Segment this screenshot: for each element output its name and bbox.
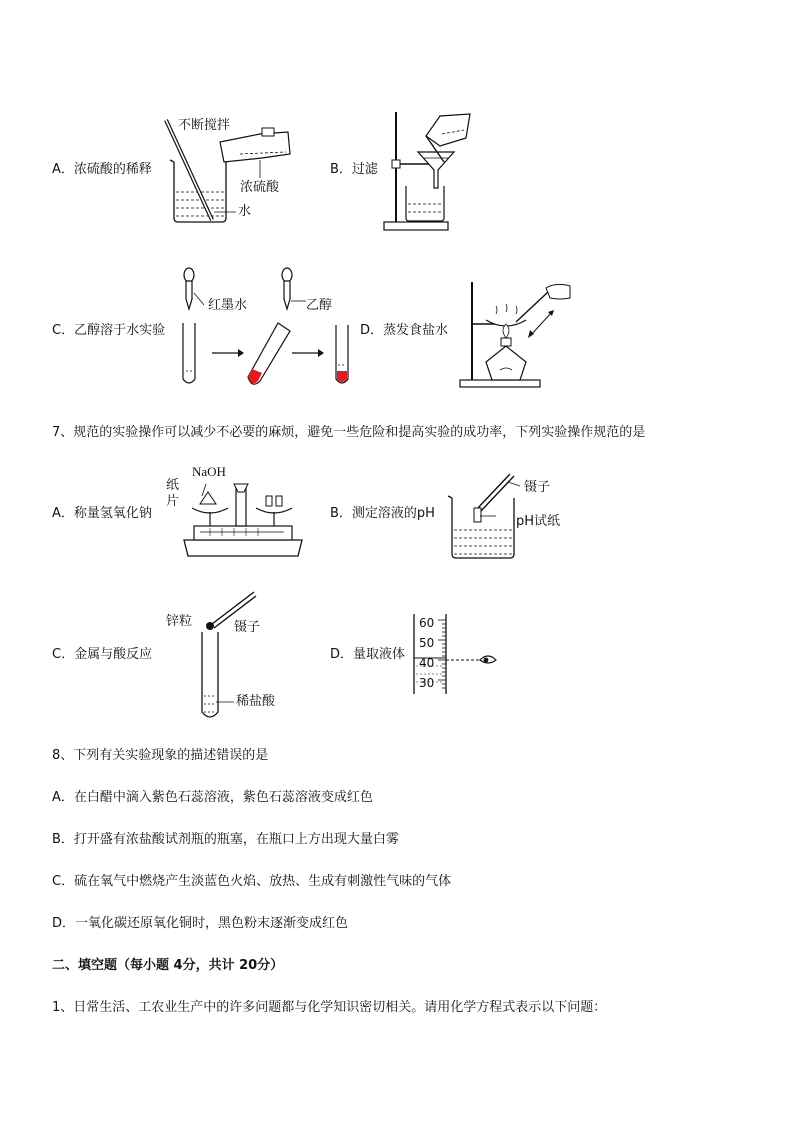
q7-option-d-label: D．量取液体: [330, 647, 406, 662]
tweezers-label-c: 镊子: [234, 620, 261, 635]
ph-paper-label: pH试纸: [516, 514, 561, 529]
q8-option-a: A．在白醋中滴入紫色石蕊溶液，紫色石蕊溶液变成红色: [52, 790, 373, 805]
paper-label-1: 纸: [166, 478, 180, 493]
section2-q1: 1、日常生活、工农业生产中的许多问题都与化学知识密切相关。请用化学方程式表示以下问题：: [52, 1000, 607, 1015]
q8-option-c: C．硫在氧气中燃烧产生淡蓝色火焰、放热、生成有刺激性气味的气体: [52, 874, 452, 889]
q7-option-a-label: A．称量氢氧化钠: [52, 506, 152, 521]
evaporation-figure: [456, 276, 574, 390]
red-ink-label: 红墨水: [208, 298, 248, 313]
stir-label: 不断搅拌: [178, 118, 231, 133]
conc-sulfuric-acid-label: 浓硫酸: [240, 180, 280, 195]
cylinder-tick-30: 30: [419, 676, 435, 690]
q8-stem: 8、下列有关实验现象的描述错误的是: [52, 748, 269, 763]
section-heading: 二、填空题（每小题 4分，共计 20分）: [52, 958, 284, 973]
zinc-label: 锌粒: [166, 614, 193, 629]
q6-option-c-label: C．乙醇溶于水实验: [52, 323, 166, 338]
cylinder-tick-40: 40: [419, 656, 435, 670]
ethanol-water-figure: [172, 265, 362, 391]
ph-test-figure: [444, 470, 524, 562]
cylinder-tick-50: 50: [419, 636, 435, 650]
dilute-hcl-label: 稀盐酸: [236, 694, 276, 709]
tweezers-label-b: 镊子: [524, 480, 551, 495]
water-label: 水: [238, 204, 252, 219]
naoh-label: NaOH: [192, 464, 226, 479]
q7-option-b-label: B．测定溶液的pH: [330, 506, 435, 521]
paper-label-2: 片: [166, 494, 180, 509]
q6-option-a-label: A．浓硫酸的稀释: [52, 162, 152, 177]
filtration-figure: [382, 108, 478, 236]
q6-option-d-label: D．蒸发食盐水: [360, 323, 449, 338]
q6-option-b-label: B．过滤: [330, 162, 378, 177]
q7-stem: 7、规范的实验操作可以减少不必要的麻烦，避免一些危险和提高实验的成功率，下列实验操作规范的是: [52, 425, 646, 440]
q7-option-c-label: C．金属与酸反应: [52, 647, 153, 662]
q8-option-d: D．一氧化碳还原氧化铜时，黑色粉末逐渐变成红色: [52, 916, 349, 931]
ethanol-label: 乙醇: [306, 298, 333, 313]
cylinder-tick-60: 60: [419, 616, 435, 630]
q8-option-b: B．打开盛有浓盐酸试剂瓶的瓶塞，在瓶口上方出现大量白雾: [52, 832, 399, 847]
